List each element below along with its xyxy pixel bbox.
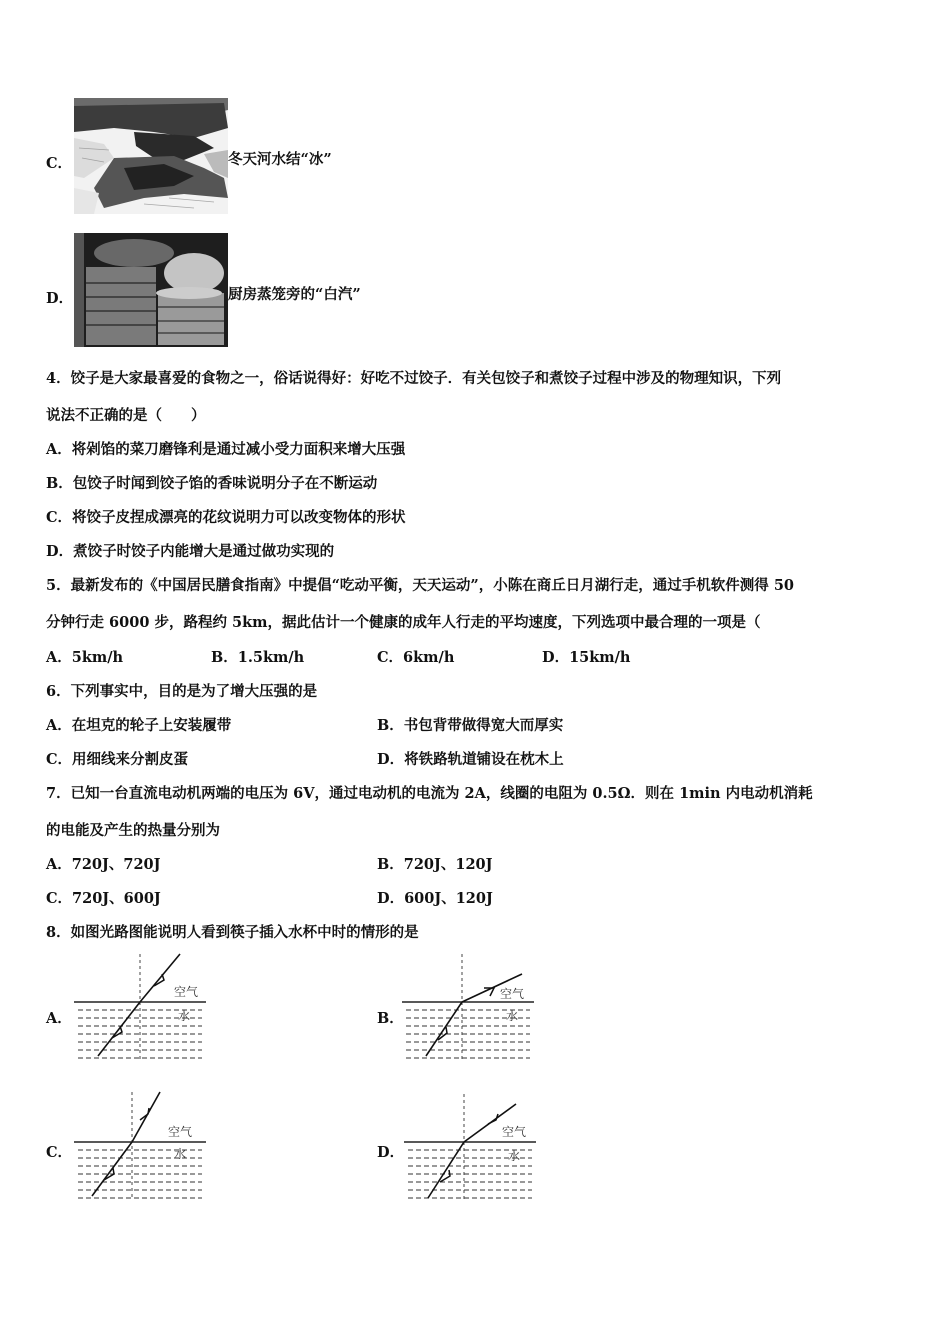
q6-option-c: C．用细线来分割皮蛋 — [46, 751, 189, 768]
q4-option-b: B．包饺子时闻到饺子馅的香味说明分子在不断运动 — [46, 475, 378, 492]
q5-option-a: A．5km/h — [46, 649, 124, 666]
water-label: 水 — [178, 1009, 191, 1023]
air-label: 空气 — [502, 1125, 527, 1139]
photo-caption: 冬天河水结“冰” — [228, 151, 332, 168]
q8-option-c-label: C． — [46, 1144, 73, 1161]
q8-option-a-label: A． — [46, 1010, 72, 1027]
q6-option-b: B．书包背带做得宽大而厚实 — [377, 717, 564, 734]
arrow-icon — [488, 1114, 498, 1124]
q8-diagram-a — [74, 952, 206, 1062]
q8-diagram-b — [402, 952, 534, 1062]
option-label: C． — [46, 155, 73, 172]
q7-option-d: D．600J、120J — [377, 890, 493, 907]
water-label: 水 — [174, 1147, 187, 1161]
option-label: D． — [46, 290, 74, 307]
q5-option-c: C．6km/h — [377, 649, 455, 666]
q7-option-b: B．720J、120J — [377, 856, 493, 873]
water-label: 水 — [506, 1009, 519, 1023]
air-label: 空气 — [174, 985, 199, 999]
q7-option-c: C．720J、600J — [46, 890, 161, 907]
q7-option-a: A．720J、720J — [46, 856, 161, 873]
air-label: 空气 — [500, 987, 525, 1001]
q8-option-d-label: D． — [377, 1144, 405, 1161]
q5-stem-line1: 5．最新发布的《中国居民膳食指南》中提倡“吃动平衡，天天运动”，小陈在商丘日月湖行走，通过手机软件测得 50 — [46, 577, 794, 594]
q5-option-d: D．15km/h — [542, 649, 631, 666]
air-label: 空气 — [168, 1125, 193, 1139]
q8-option-b-label: B． — [377, 1010, 404, 1027]
frozen-river-photo — [74, 98, 228, 214]
q4-option-d: D．煮饺子时饺子内能增大是通过做功实现的 — [46, 543, 335, 560]
steamer-photo — [74, 233, 228, 347]
q8-diagram-c — [74, 1090, 206, 1202]
q4-option-a: A．将剁馅的菜刀磨锋利是通过减小受力面积来增大压强 — [46, 441, 406, 458]
q8-diagram-d — [404, 1092, 536, 1204]
q3-option-c — [46, 98, 366, 216]
q5-option-b: B．1.5km/h — [211, 649, 305, 666]
q5-stem-line2: 分钟行走 6000 步，路程约 5km，据此估计一个健康的成年人行走的平均速度，下列选项中最合理的一项是（ — [46, 614, 761, 631]
q4-option-c: C．将饺子皮捏成漂亮的花纹说明力可以改变物体的形状 — [46, 509, 406, 526]
q4-stem-line2: 说法不正确的是（ ） — [46, 407, 206, 424]
light-ray-in-air — [132, 1092, 160, 1142]
q6-option-a: A．在坦克的轮子上安装履带 — [46, 717, 232, 734]
q7-stem-line2: 的电能及产生的热量分别为 — [46, 822, 220, 839]
q4-stem-line1: 4．饺子是大家最喜爱的食物之一，俗话说得好：好吃不过饺子．有关包饺子和煮饺子过程中涉及的物理知识，下列 — [46, 370, 782, 387]
q3-option-d — [46, 233, 406, 349]
photo-caption: 厨房蒸笼旁的“白汽” — [228, 286, 361, 303]
q6-stem: 6．下列事实中，目的是为了增大压强的是 — [46, 683, 318, 700]
q7-stem-line1: 7．已知一台直流电动机两端的电压为 6V，通过电动机的电流为 2A，线圈的电阻为 0.5Ω．则在 1min 内电动机消耗 — [46, 785, 813, 802]
q8-stem: 8．如图光路图能说明人看到筷子插入水杯中时的情形的是 — [46, 924, 419, 941]
q6-option-d: D．将铁路轨道铺设在枕木上 — [377, 751, 564, 768]
water-label: 水 — [508, 1149, 521, 1163]
